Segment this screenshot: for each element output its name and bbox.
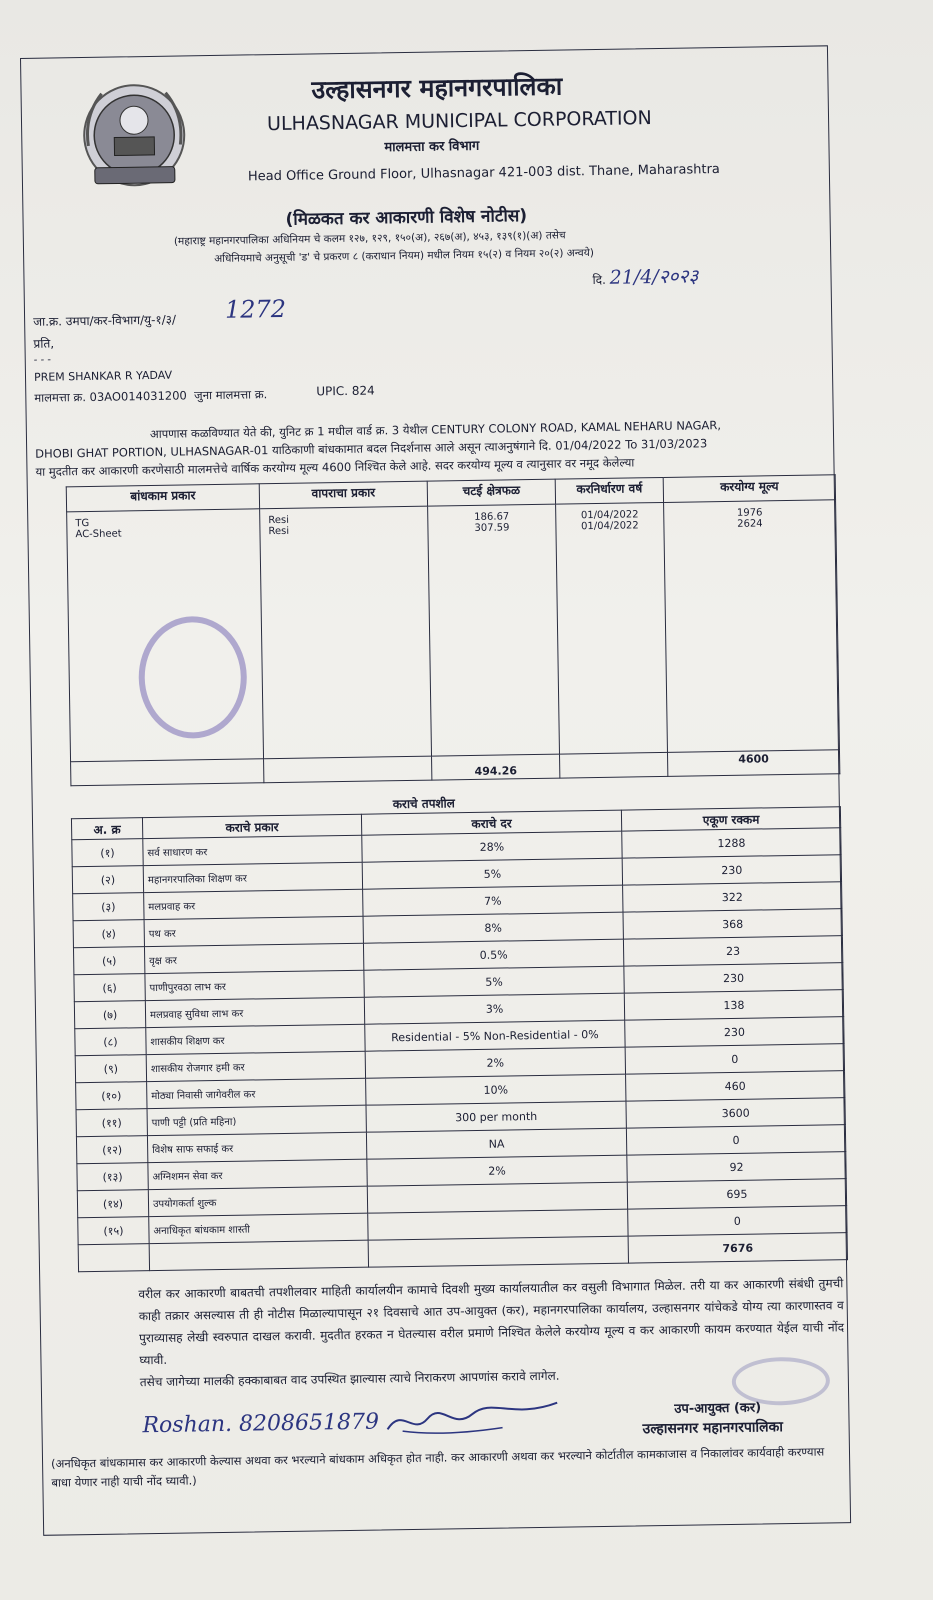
reference-number: 1272 xyxy=(224,294,287,324)
construction-1: TG xyxy=(75,517,90,530)
tax-amount: 230 xyxy=(622,855,841,885)
usage-2: Resi xyxy=(268,525,290,538)
header-assessment-year: करनिर्धारण वर्ष xyxy=(555,477,663,504)
signatory-title: उप-आयुक्त (कर) xyxy=(674,1400,762,1417)
tax-amount: 3600 xyxy=(626,1098,845,1128)
serial: (३) xyxy=(73,893,144,921)
tax-amount: 0 xyxy=(626,1125,845,1155)
serial: (८) xyxy=(75,1028,146,1056)
tax-type: अग्निशमन सेवा कर xyxy=(148,1159,367,1189)
handwritten-signature xyxy=(382,1399,563,1442)
tax-details-table xyxy=(71,806,848,1272)
tax-type: पाणीपुरवठा लाभ कर xyxy=(145,970,364,1000)
tax-rate xyxy=(367,1182,627,1213)
tax-amount: 92 xyxy=(627,1152,846,1182)
tax-type: सर्व साधारण कर xyxy=(143,835,362,865)
header-taxable-value: करयोग्य मूल्य xyxy=(663,475,835,503)
footer-paragraph-1: वरील कर आकारणी बाबतची तपशीलवार माहिती कार्यालयीन कामाचे दिवशी मुख्य कार्यालयातील कर वसुली विभागात मिळेल. तरी या कर आकारणी संबंधी तुमची काही तक्रार असल्यास ती ही नोटीस मिळाल्यापासून २१ दिवसाचे आत उप-आयुक्त (कर), महानगरपालिका कार्यालय, उल्हासनगर यांचेकडे योग्य त्या कारणास्तव व पुराव्यासह लेखी स्वरुपात दाखल करावी. मुदतीत हरकत न घेतल्यास वरील प्रमाणे निश्चित केलेले करयोग्य मूल्य व कर आकारणी कायम करण्यात येईल याची नोंद घ्यावी. xyxy=(138,1276,845,1368)
notice-date xyxy=(592,262,698,290)
tax-amount: 368 xyxy=(623,909,842,939)
tax-rate: Residential - 5% Non-Residential - 0% xyxy=(365,1020,625,1051)
intro-line-1: आपणास कळविण्यात येते की, युनिट क्र 1 मधील वार्ड क्र. 3 येथील CENTURY COLONY ROAD, KAMAL NEHARU NAGAR, xyxy=(149,418,722,442)
tax-rate: 3% xyxy=(364,993,624,1024)
tax-amount: 230 xyxy=(624,963,843,993)
tax-type: विशेष साफ सफाई कर xyxy=(147,1132,366,1162)
tax-type: महानगरपालिका शिक्षण कर xyxy=(143,862,362,892)
tax-type: मोठ्या निवासी जागेवरील कर xyxy=(147,1078,366,1108)
serial: (१) xyxy=(72,839,143,867)
org-name-marathi: उल्हासनगर महानगरपालिका xyxy=(311,71,563,105)
footer-paragraph xyxy=(48,1272,845,1394)
tax-amount: 138 xyxy=(624,990,843,1020)
tax-details-caption: कराचे तपशील xyxy=(392,796,455,812)
tax-amount: 460 xyxy=(626,1071,845,1101)
tax-rate: 5% xyxy=(364,966,624,997)
tax-type: मलप्रवाह कर xyxy=(144,889,363,919)
serial: (११) xyxy=(76,1109,147,1137)
serial: (१३) xyxy=(77,1163,148,1191)
header-construction-type: बांधकाम प्रकार xyxy=(66,484,259,512)
tax-rate: 7% xyxy=(363,885,623,916)
footer-paragraph-2: तसेच जागेच्या मालकी हक्काबाबत वाद उपस्थित झाल्यास त्याचे निराकरण आपणांस करावे लागेल. xyxy=(139,1368,560,1390)
serial: (६) xyxy=(74,974,145,1002)
serial: (९) xyxy=(75,1055,146,1083)
tax-rate xyxy=(368,1209,628,1240)
date-value: 21/4/२०२३ xyxy=(609,265,699,289)
tax-type: मलप्रवाह सुविधा लाभ कर xyxy=(145,997,364,1027)
corporation-logo xyxy=(79,74,189,204)
notice-frame xyxy=(20,45,851,1536)
tax-type: अनाधिकृत बांधकाम शास्ती xyxy=(149,1213,368,1243)
serial: (१५) xyxy=(78,1217,149,1245)
date-label: दि. xyxy=(592,272,606,288)
intro-line-2: DHOBI GHAT PORTION, ULHASNAGAR-01 याठिकाणी बांधकामात बदल निदर्शनास आले असून त्याअनुषंगाने दि. 01/04/2022 To 31/03/2023 xyxy=(35,436,708,461)
tax-table-body xyxy=(72,828,847,1245)
year-1: 01/04/2022 xyxy=(580,509,639,522)
property-number-line xyxy=(34,387,267,406)
construction-2: AC-Sheet xyxy=(75,528,122,541)
tax-type: शासकीय रोजगार हमी कर xyxy=(146,1051,365,1081)
notice-title: (मिळकत कर आकारणी विशेष नोटीस) xyxy=(285,206,528,230)
tax-total-amount: 7676 xyxy=(628,1233,847,1263)
tax-type: पाणी पट्टी (प्रति महिना) xyxy=(147,1105,366,1135)
tax-amount: 23 xyxy=(623,936,842,966)
tax-rate: 28% xyxy=(362,831,622,862)
tax-amount: 322 xyxy=(623,882,842,912)
department-name: मालमत्ता कर विभाग xyxy=(384,138,480,156)
tax-type: वृक्ष कर xyxy=(144,943,363,973)
tax-rate: 2% xyxy=(365,1047,625,1078)
intro-line-3: या मुदतीत कर आकारणी करणेसाठी मालमत्तेचे वार्षिक करयोग्य मूल्य 4600 निश्चित केले आहे. सदर करयोग्य मूल्य व त्यानुसार वर नमूद केलेल्या xyxy=(35,455,635,479)
intro-paragraph xyxy=(35,414,826,480)
owner-name: PREM SHANKAR R YADAV xyxy=(33,368,173,384)
header-usage-type: वापराचा प्रकार xyxy=(259,481,427,509)
upic-number: UPIC. 824 xyxy=(316,383,375,399)
usage-1: Resi xyxy=(268,514,290,527)
serial: (१०) xyxy=(76,1082,147,1110)
serial: (१४) xyxy=(77,1190,148,1218)
tax-rate: 10% xyxy=(366,1074,626,1105)
value-1: 1976 xyxy=(736,507,763,519)
tax-amount: 230 xyxy=(625,1017,844,1047)
tax-rate: 5% xyxy=(362,858,622,889)
office-address: Head Office Ground Floor, Ulhasnagar 421-003 dist. Thane, Maharashtra xyxy=(247,162,720,185)
salutation: प्रति, xyxy=(33,336,55,351)
serial: (५) xyxy=(73,947,144,975)
total-area: 494.26 xyxy=(432,754,560,780)
serial: (१२) xyxy=(76,1136,147,1164)
notice-legal-reference-1: (महाराष्ट्र महानगरपालिका अधिनियम चे कलम १२७, १२९, १५०(अ), २६७(अ), ४५३, १३९(१)(अ) तसेच xyxy=(173,229,566,248)
tax-amount: 1288 xyxy=(622,828,841,858)
header-tax-type: कराचे प्रकार xyxy=(142,814,361,838)
property-label: मालमत्ता क्र. xyxy=(34,390,87,405)
area-2: 307.59 xyxy=(474,522,510,534)
reference-label: जा.क्र. उमपा/कर-विभाग/यु-१/३/ xyxy=(33,312,177,329)
value-2: 2624 xyxy=(737,518,763,530)
header-total-amount: एकूण रक्कम xyxy=(621,807,840,831)
old-property-label: जुना मालमत्ता क्र. xyxy=(193,387,268,403)
serial: (२) xyxy=(72,866,143,894)
serial: (७) xyxy=(74,1001,145,1029)
tax-type: पथ कर xyxy=(144,916,363,946)
tax-amount: 695 xyxy=(627,1179,846,1209)
area-1: 186.67 xyxy=(474,511,510,523)
disclaimer-note: (अनधिकृत बांधकामास कर आकारणी केल्यास अथवा कर भरल्याने बांधकाम अधिकृत होत नाही. कर आकारणी अथवा कर भरल्याने कोर्टातील कामकाजास व निकालांवर कार्यवाही करण्यास बाधा येणार नाही याची नोंद घ्यावी.) xyxy=(50,1444,825,1490)
serial: (४) xyxy=(73,920,144,948)
year-2: 01/04/2022 xyxy=(581,520,639,533)
header-serial: अ. क्र xyxy=(71,818,142,840)
handwritten-contact: Roshan. 8208651879 xyxy=(142,1409,380,1439)
property-number: 03AO014031200 xyxy=(89,388,187,404)
tax-type: उपयोगकर्ता शुल्क xyxy=(148,1186,367,1216)
header-carpet-area: चटई क्षेत्रफळ xyxy=(427,479,555,506)
tax-type: शासकीय शिक्षण कर xyxy=(146,1024,365,1054)
tax-rate: 0.5% xyxy=(363,939,623,970)
header-tax-rate: कराचे दर xyxy=(361,810,621,835)
tax-rate: 300 per month xyxy=(366,1101,626,1132)
notice-legal-reference-2: अधिनियमाचे अनुसूची 'ड' चे प्रकरण ८ (कराधान नियम) मधील नियम १५(२) व नियम २०(२) अन्वये) xyxy=(214,247,595,265)
salutation-dashes: - - - xyxy=(33,354,52,366)
tax-rate: 2% xyxy=(367,1155,627,1186)
org-name-english: ULHASNAGAR MUNICIPAL CORPORATION xyxy=(266,107,652,136)
tax-rate: NA xyxy=(366,1128,626,1159)
signatory-organization: उल्हासनगर महानगरपालिका xyxy=(642,1419,784,1438)
tax-amount: 0 xyxy=(628,1206,847,1236)
tax-rate: 8% xyxy=(363,912,623,943)
tax-amount: 0 xyxy=(625,1044,844,1074)
total-taxable-value: 4600 xyxy=(667,750,839,777)
